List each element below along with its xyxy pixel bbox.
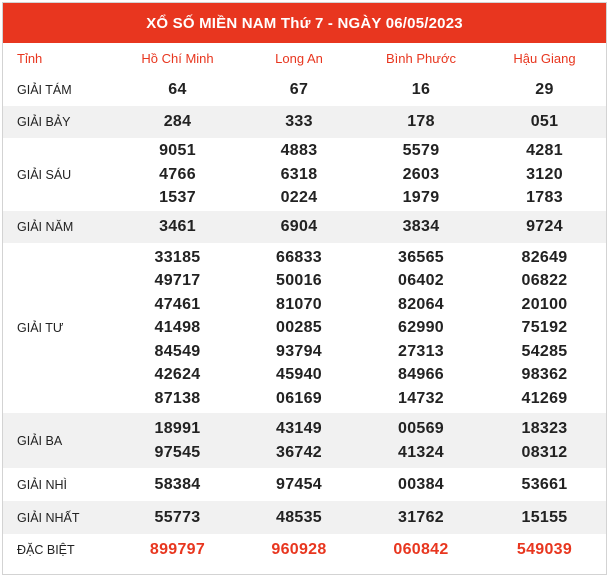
- prize-number: 82649: [521, 248, 568, 266]
- prize-number: 08312: [521, 443, 568, 461]
- prize-number: 31762: [398, 508, 444, 526]
- prize-cell: [116, 413, 239, 468]
- prize-cell: [116, 243, 239, 413]
- prize-number: 20100: [521, 295, 568, 313]
- prize-number: 36565: [398, 248, 444, 266]
- province-hau-giang[interactable]: Hậu Giang: [513, 51, 576, 66]
- prize-number: 16: [411, 81, 431, 99]
- prize-number: 1783: [526, 189, 563, 207]
- prize-cell: [116, 138, 239, 211]
- prize-cell: [116, 501, 239, 534]
- prize-number: 06402: [398, 272, 444, 290]
- prize-number: 1979: [402, 189, 440, 207]
- prize-number: 051: [530, 113, 559, 131]
- prize-number: 47461: [154, 295, 201, 313]
- prize-cell: [239, 211, 359, 243]
- prize-cell: [359, 468, 483, 501]
- prize-number: 84966: [398, 366, 444, 384]
- prize-number: 14732: [398, 389, 444, 407]
- prize-number: 41269: [521, 389, 568, 407]
- prize-number: 50016: [276, 272, 322, 290]
- special-prize-number: 549039: [516, 540, 573, 558]
- prize-row-giai-nam: [3, 211, 606, 243]
- prize-number: 82064: [398, 295, 444, 313]
- prize-row-giai-tu: [3, 243, 606, 413]
- prize-number: 5579: [402, 142, 440, 160]
- prize-number: 0224: [280, 189, 318, 207]
- prize-row-dac-biet: [3, 534, 606, 565]
- prize-number: 2603: [402, 165, 440, 183]
- prize-cell: [483, 74, 606, 106]
- prize-cell: [359, 138, 483, 211]
- prize-cell: [116, 74, 239, 106]
- province-column-header: Tỉnh: [17, 51, 43, 66]
- prize-number: 36742: [276, 443, 322, 461]
- prize-row-giai-nhat: [3, 501, 606, 534]
- prize-number: 53661: [521, 475, 568, 493]
- prize-label: GIẢI NHÌ: [17, 477, 68, 492]
- prize-number: 67: [289, 81, 309, 99]
- prize-number: 27313: [398, 342, 444, 360]
- province-binh-phuoc[interactable]: Bình Phước: [386, 51, 456, 66]
- prize-cell: [483, 534, 606, 565]
- province-header-row: [3, 43, 606, 74]
- province-ho-chi-minh[interactable]: Hồ Chí Minh: [141, 51, 214, 66]
- prize-number: 4281: [526, 142, 563, 160]
- prize-label: GIẢI SÁU: [17, 167, 72, 182]
- prize-number: 3461: [159, 218, 196, 236]
- prize-label: GIẢI TÁM: [17, 83, 72, 97]
- special-prize-number: 960928: [271, 540, 327, 558]
- prize-cell: [483, 243, 606, 413]
- prize-number: 55773: [154, 508, 201, 526]
- prize-number: 00384: [398, 475, 444, 493]
- prize-number: 3120: [526, 165, 563, 183]
- prize-number: 18323: [521, 420, 568, 437]
- prize-cell: [116, 534, 239, 565]
- prize-number: 66833: [276, 248, 322, 266]
- prize-label: ĐẶC BIỆT: [17, 542, 75, 557]
- prize-number: 9051: [159, 142, 196, 160]
- prize-cell: [359, 534, 483, 565]
- prize-row-giai-nhi: [3, 468, 606, 501]
- special-prize-number: 899797: [149, 540, 206, 558]
- prize-cell: [359, 413, 483, 468]
- prize-number: 43149: [276, 420, 322, 437]
- prize-cell: [359, 106, 483, 138]
- prize-number: 333: [285, 113, 313, 131]
- prize-number: 9724: [526, 218, 563, 236]
- prize-number: 33185: [154, 248, 201, 266]
- prize-number: 06822: [521, 272, 568, 290]
- prize-number: 54285: [521, 342, 568, 360]
- prize-label: GIẢI BA: [3, 413, 116, 468]
- results-title: XỔ SỐ MIỀN NAM Thứ 7 - NGÀY 06/05/2023: [3, 3, 606, 43]
- prize-cell: [239, 243, 359, 413]
- prize-number: 41498: [154, 319, 201, 337]
- prize-row-giai-bay: [3, 106, 606, 138]
- prize-cell: [239, 468, 359, 501]
- prize-cell: [239, 413, 359, 468]
- prize-cell: [359, 211, 483, 243]
- prize-number: 45940: [276, 366, 322, 384]
- prize-number: 41324: [398, 443, 444, 461]
- prize-cell: [483, 468, 606, 501]
- special-prize-number: 060842: [393, 540, 449, 558]
- prize-label: GIẢI NĂM: [3, 211, 116, 243]
- prize-number: 49717: [154, 272, 201, 290]
- prize-cell: [116, 468, 239, 501]
- prize-number: 29: [535, 81, 554, 99]
- prize-row-giai-sau: [3, 138, 606, 211]
- prize-number: 00285: [276, 319, 322, 337]
- prize-number: 97454: [276, 475, 322, 493]
- prize-number: 15155: [521, 508, 568, 526]
- prize-label: GIẢI NHẤT: [3, 501, 116, 534]
- prize-number: 1537: [159, 189, 196, 207]
- prize-cell: [116, 106, 239, 138]
- results-table: [3, 43, 606, 565]
- prize-number: 75192: [521, 319, 568, 337]
- prize-number: 4766: [159, 165, 196, 183]
- prize-cell: [239, 74, 359, 106]
- prize-label: GIẢI BẢY: [3, 106, 116, 138]
- prize-cell: [359, 74, 483, 106]
- prize-number: 81070: [276, 295, 322, 313]
- prize-number: 98362: [521, 366, 568, 384]
- prize-number: 4883: [280, 142, 318, 160]
- prize-number: 18991: [154, 420, 201, 437]
- prize-number: 48535: [276, 508, 322, 526]
- prize-number: 93794: [276, 342, 322, 360]
- prize-cell: [359, 501, 483, 534]
- prize-number: 58384: [154, 475, 201, 493]
- prize-number: 62990: [398, 319, 444, 337]
- prize-cell: [483, 106, 606, 138]
- prize-cell: [239, 534, 359, 565]
- prize-cell: [483, 413, 606, 468]
- prize-cell: [483, 211, 606, 243]
- prize-cell: [239, 501, 359, 534]
- prize-number: 64: [168, 81, 187, 99]
- prize-number: 6904: [280, 218, 318, 236]
- prize-cell: [239, 138, 359, 211]
- prize-label: GIẢI TƯ: [17, 321, 64, 335]
- prize-number: 06169: [276, 389, 322, 407]
- prize-number: 00569: [398, 420, 444, 437]
- prize-number: 97545: [154, 443, 201, 461]
- prize-row-giai-tam: [3, 74, 606, 106]
- prize-row-giai-ba: [3, 413, 606, 468]
- prize-number: 178: [407, 113, 435, 131]
- results-panel: [2, 2, 607, 575]
- prize-cell: [116, 211, 239, 243]
- prize-cell: [239, 106, 359, 138]
- prize-number: 3834: [402, 218, 440, 236]
- prize-cell: [483, 501, 606, 534]
- prize-number: 42624: [154, 366, 201, 384]
- prize-number: 284: [163, 113, 192, 131]
- prize-number: 87138: [154, 389, 201, 407]
- prize-cell: [483, 138, 606, 211]
- province-long-an[interactable]: Long An: [275, 51, 323, 66]
- prize-cell: [359, 243, 483, 413]
- prize-number: 6318: [280, 165, 318, 183]
- prize-number: 84549: [154, 342, 201, 360]
